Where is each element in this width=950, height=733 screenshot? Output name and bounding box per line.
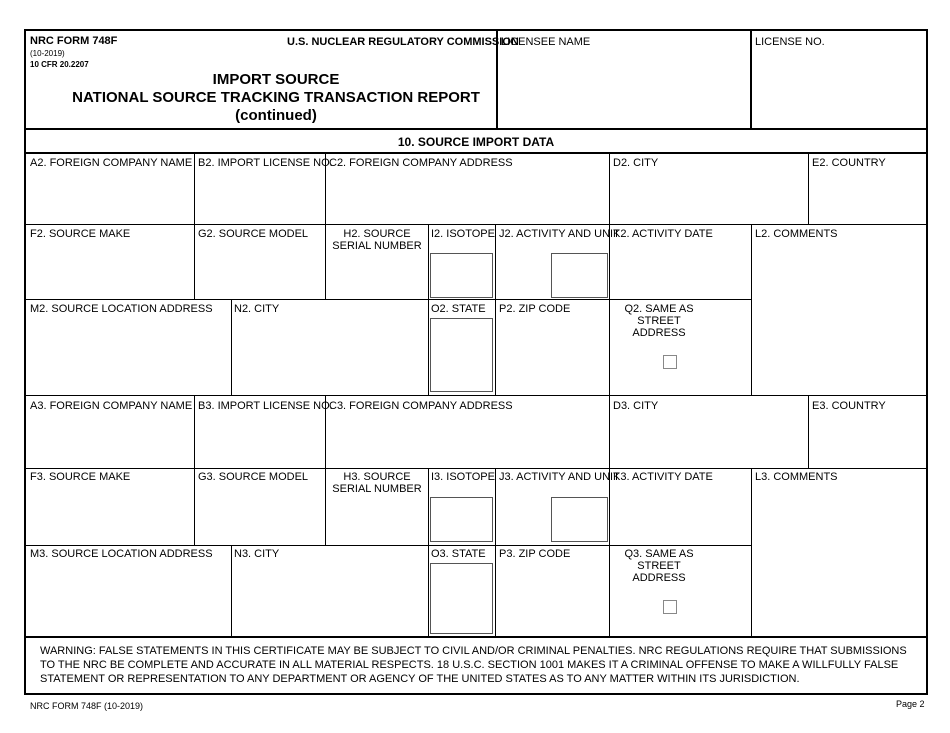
section-title-line [24,152,928,154]
page-number: Page 2 [896,699,925,709]
a-foreign-company-name-label: A2. FOREIGN COMPANY NAME [30,157,193,169]
f-source-make-field[interactable] [26,243,193,298]
j-activity-unit-label: J2. ACTIVITY AND UNIT [499,228,620,240]
p-zip-code-label: P2. ZIP CODE [499,303,571,315]
q-same-as-street-checkbox[interactable] [663,600,677,614]
form-date: (10-2019) [30,49,65,58]
d-city-field[interactable] [610,415,807,466]
section-title: 10. SOURCE IMPORT DATA [397,135,555,149]
footer-form-reference: NRC FORM 748F (10-2019) [30,701,144,711]
o-state-label: O2. STATE [431,303,486,315]
e-country-label: E2. COUNTRY [812,157,886,169]
l-comments-label: L2. COMMENTS [755,228,838,240]
e-country-label: E3. COUNTRY [812,400,886,412]
h-source-serial-field[interactable] [326,498,427,543]
l-comments-label: L3. COMMENTS [755,471,838,483]
c-foreign-company-address-label: C2. FOREIGN COMPANY ADDRESS [329,157,513,169]
c-foreign-company-address-field[interactable] [326,415,608,466]
c-foreign-company-address-field[interactable] [326,172,608,222]
warning-top-line [24,636,928,638]
d-city-field[interactable] [610,172,807,222]
warning-text: WARNING: FALSE STATEMENTS IN THIS CERTIFICATE MAY BE SUBJECT TO CIVIL AND/OR CRIMINAL PENALTIES. NRC REGULATIONS REQUIRE THAT SUBMISSIONS TO THE NRC BE COMPLETE AND ACCURATE IN ALL MATERIAL RESPECTS. 18 U.S.C. SECTION 1001 MAKES IT A CRIMINAL OFFENSE TO MAKE A WILLFULLY FALSE STATEMENT OR REPRESENTATION TO ANY DEPARTMENT OR AGENCY OF THE UNITED STATES AS TO ANY MATTER WITHIN ITS JURISDICTION. [40,645,907,685]
o-state-box[interactable] [430,318,493,392]
o-state-label: O3. STATE [431,548,486,560]
form-title-line-1: IMPORT SOURCE [212,71,340,88]
license-no-field[interactable] [752,50,927,126]
form-id: NRC FORM 748F [30,35,118,47]
c-foreign-company-address-label: C3. FOREIGN COMPANY ADDRESS [329,400,513,412]
j-activity-unit-box[interactable] [551,497,608,542]
i-isotope-label: I3. ISOTOPE [431,471,495,483]
p-zip-code-label: P3. ZIP CODE [499,548,571,560]
block-line [26,395,926,396]
a-foreign-company-name-label: A3. FOREIGN COMPANY NAME [30,400,193,412]
f-source-make-label: F3. SOURCE MAKE [30,471,131,483]
i-isotope-box[interactable] [430,497,493,542]
l-comments-field[interactable] [752,486,926,634]
q-same-as-street-label: Q3. SAME AS STREET ADDRESS [624,548,694,584]
q-same-as-street-label: Q2. SAME AS STREET ADDRESS [624,303,694,339]
i-isotope-label: I2. ISOTOPE [431,228,495,240]
e-country-field[interactable] [809,172,926,222]
d-city-label: D3. CITY [613,400,659,412]
b-import-license-label: B2. IMPORT LICENSE NO. [198,157,333,169]
p-zip-code-field[interactable] [496,563,608,634]
n-city-label: N2. CITY [234,303,280,315]
p-zip-code-field[interactable] [496,318,608,393]
f-source-make-field[interactable] [26,486,193,543]
k-activity-date-field[interactable] [610,486,749,543]
g-source-model-label: G2. SOURCE MODEL [198,228,309,240]
license-no-label: LICENSE NO. [755,36,825,48]
g-source-model-field[interactable] [195,243,324,298]
l-comments-field[interactable] [752,243,926,393]
o-state-box[interactable] [430,563,493,634]
d-city-label: D2. CITY [613,157,659,169]
a-foreign-company-name-field[interactable] [26,415,193,466]
m-source-location-address-label: M3. SOURCE LOCATION ADDRESS [30,548,213,560]
row-line [26,545,752,546]
form-title-line-3: (continued) [235,107,317,124]
b-import-license-field[interactable] [195,172,324,222]
cfr-reference: 10 CFR 20.2207 [30,60,89,69]
g-source-model-field[interactable] [195,486,324,543]
g-source-model-label: G3. SOURCE MODEL [198,471,309,483]
f-source-make-label: F2. SOURCE MAKE [30,228,131,240]
k-activity-date-label: K2. ACTIVITY DATE [613,228,713,240]
k-activity-date-field[interactable] [610,243,749,298]
licensee-name-label: LICENSEE NAME [501,36,591,48]
k-activity-date-label: K3. ACTIVITY DATE [613,471,713,483]
licensee-name-field[interactable] [498,50,749,126]
h-source-serial-label: H3. SOURCE SERIAL NUMBER [332,471,422,495]
h-source-serial-label: H2. SOURCE SERIAL NUMBER [332,228,422,252]
i-isotope-box[interactable] [430,253,493,298]
j-activity-unit-label: J3. ACTIVITY AND UNIT [499,471,620,483]
n-city-field[interactable] [232,318,427,393]
divider [428,225,429,395]
n-city-label: N3. CITY [234,548,280,560]
agency-name: U.S. NUCLEAR REGULATORY COMMISSION [287,36,519,48]
form-title-line-2: NATIONAL SOURCE TRACKING TRANSACTION REPORT [72,89,480,106]
row-line [26,299,752,300]
m-source-location-address-field[interactable] [26,318,230,393]
e-country-field[interactable] [809,415,926,466]
b-import-license-field[interactable] [195,415,324,466]
q-same-as-street-checkbox[interactable] [663,355,677,369]
row-line [26,224,926,225]
m-source-location-address-field[interactable] [26,563,230,634]
j-activity-unit-box[interactable] [551,253,608,298]
h-source-serial-field[interactable] [326,255,427,298]
header-bottom-line [24,128,928,130]
divider [428,469,429,636]
b-import-license-label: B3. IMPORT LICENSE NO. [198,400,333,412]
row-line [26,468,926,469]
m-source-location-address-label: M2. SOURCE LOCATION ADDRESS [30,303,213,315]
a-foreign-company-name-field[interactable] [26,172,193,222]
n-city-field[interactable] [232,563,427,634]
